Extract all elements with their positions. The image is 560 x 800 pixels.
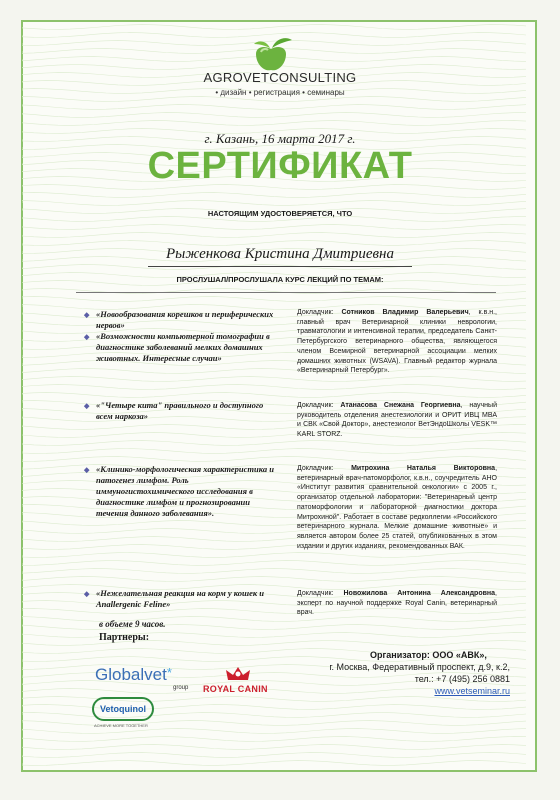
topic-item: ◆ «"Четыре кита" правильного и доступного всем наркоза» (84, 400, 264, 421)
partners-label: Партнеры: (99, 632, 150, 643)
organizer-website-link[interactable]: www.vetseminar.ru (434, 686, 510, 696)
apple-logo-icon (236, 34, 306, 74)
bullet-icon: ◆ (84, 402, 90, 410)
speaker-name: Атанасова Снежана Георгиевна (340, 402, 461, 409)
topic-item: ◆ «Новообразования корешков и периферических нервов» (84, 309, 274, 330)
speaker-block: Докладчик: Митрохина Наталья Викторовна, ветеринарный врач-патоморфолог, к.в.н., соучредитель АНО «Институт развития сравнительной онкологии» с 2005 г., организатор отдельной лаборатории: "Ветеринарный центр патоморфологии и лабораторной диагностики доктора Митрохиной". Работает в составе редколлегии «Российского ветеринарного журнала. Мелкие домашние животные» и является автором более 25 статей, опубликованных в этом издании и других изданиях, рекомендованных ВАК. (297, 465, 498, 550)
vetoquinol-logo: Vetoquinol (92, 697, 154, 721)
speaker-name: Новожилова Антонина Александровна (343, 590, 496, 597)
topic-block (84, 588, 274, 610)
course-duration: в объеме 9 часов. (99, 619, 166, 629)
organizer-name: Организатор: ООО «АВК», (370, 650, 487, 660)
bullet-icon: ◆ (84, 311, 90, 319)
recipient-underline (148, 266, 412, 267)
speaker-block: Докладчик: Сотников Владимир Валерьевич, к.в.н., главный врач Ветеринарной клиники неврологии, травматологии и интенсивной терапии, председатель Санкт-Петербургского ветеринарного общества, являющегося членом Всемирной ветеринарной ассоциации мелких домашних животных (WSAVA). Главный редактор журнала «Ветеринарный Петербург». (297, 309, 497, 375)
bullet-icon: ◆ (84, 333, 90, 341)
globalvet-group-label: group (173, 685, 189, 691)
speaker-block: Докладчик: Новожилова Антонина Александровна, эксперт по научной поддержке Royal Canin, ветеринарный врач. (297, 590, 497, 617)
topic-block (84, 464, 274, 519)
topic-item: ◆ «Клинико-морфологическая характеристика и патогенез лимфом. Роль иммуногистохимического исследования в диагностике лимфом и прогнозировании течения данного заболевания». (84, 464, 274, 518)
royal-canin-crown-icon (224, 664, 252, 684)
city-date: г. Казань, 16 марта 2017 г. (204, 131, 356, 146)
globalvet-logo: Globalvet* (95, 665, 172, 684)
topic-item: ◆ «Возможности компьютерной томографии в диагностике заболеваний мелких домашних животных. Интересные случаи» (84, 331, 270, 363)
royal-canin-logo: ROYAL CANIN (203, 684, 268, 694)
speaker-name: Митрохина Наталья Викторовна (351, 465, 496, 472)
topic-block (84, 309, 274, 364)
brand-name: AGROVETCONSULTING (203, 70, 357, 85)
topic-block (84, 400, 274, 422)
brand-tagline: • дизайн • регистрация • семинары (215, 88, 345, 97)
section-divider (76, 292, 496, 293)
certificate-title: СЕРТИФИКАТ (147, 145, 413, 187)
organizer-phone: тел.: +7 (495) 256 0881 (414, 674, 510, 684)
course-heading: ПРОСЛУШАЛ/ПРОСЛУШАЛА КУРС ЛЕКЦИЙ ПО ТЕМАМ: (176, 275, 384, 284)
speaker-name: Сотников Владимир Валерьевич (341, 309, 469, 316)
speaker-block: Докладчик: Атанасова Снежана Георгиевна, научный руководитель отделения анестезиологии и ОРИТ ИВЦ МВА и СВК «Свой Доктор», анестезиолог ВетЭндоШколы VESK™ KARL STORZ. (297, 402, 497, 439)
bullet-icon: ◆ (84, 590, 90, 598)
bullet-icon: ◆ (84, 466, 90, 474)
recipient-name: Рыженкова Кристина Дмитриевна (166, 246, 394, 262)
organizer-address: г. Москва, Федеративный проспект, д.9, к.2, (329, 662, 510, 672)
certifies-text: НАСТОЯЩИМ УДОСТОВЕРЯЕТСЯ, ЧТО (207, 209, 353, 218)
vetoquinol-tagline: ACHIEVE MORE TOGETHER (94, 723, 148, 728)
topic-item: ◆ «Нежелательная реакция на корм у кошек и Anallergenic Feline» (84, 588, 265, 609)
